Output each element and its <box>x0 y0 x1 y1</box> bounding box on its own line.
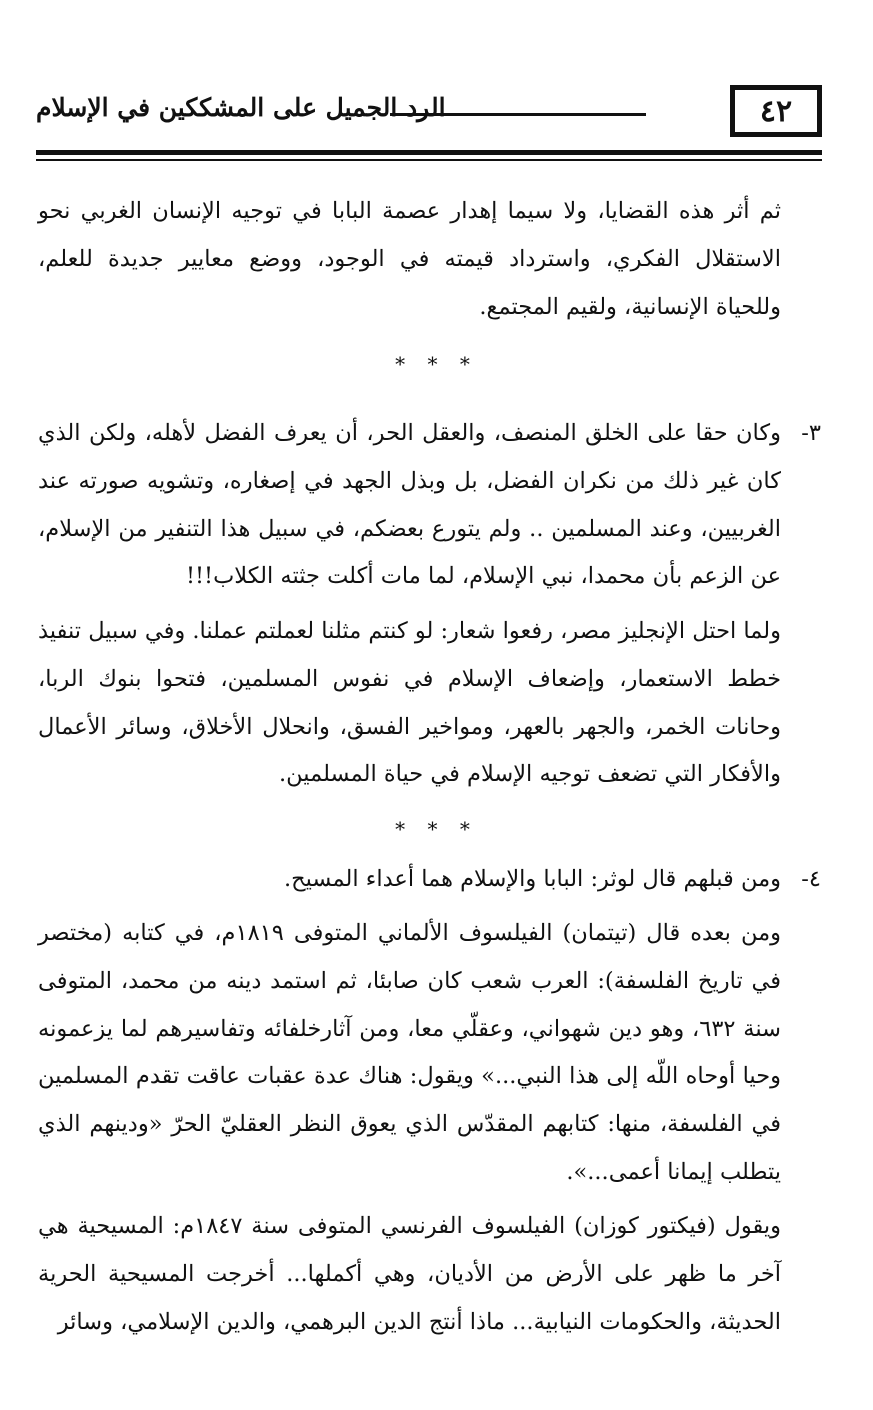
paragraph-6: ويقول (فيكتور كوزان) الفيلسوف الفرنسي المتوفى سنة ١٨٤٧م: المسيحية هي آخر ما ظهر على الأرض من الأديان، وهي أكملها... أخرجت المسيحية الحرية الحديثة، والحكومات النيابية... ماذا أنتج الدين البرهمي، والدين الإسلامي، وسائر <box>38 1213 781 1335</box>
running-title: الرد الجميل على المشككين في الإسلام <box>36 93 446 122</box>
page-header <box>36 85 822 141</box>
item-4-text: ومن قبلهم قال لوثر: البابا والإسلام هما أعداء المسيح. <box>283 866 781 892</box>
item-4-number: ٤- <box>801 866 821 892</box>
header-rule-thin <box>36 159 822 161</box>
header-rule-thick <box>36 150 822 155</box>
paragraph-3: ولما احتل الإنجليز مصر، رفعوا شعار: لو كنتم مثلنا لعملتم عملنا. وفي سبيل تنفيذ خطط الاستعمار، وإضعاف الإسلام في نفوس المسلمين، فتحوا بنوك الربا، وحانات الخمر، والجهر بالعهر، ومواخير الفسق، وانحلال الأخلاق، وسائر الأعمال والأفكار التي تضعف توجيه الإسلام في حياة المسلمين. <box>38 618 781 788</box>
paragraph-5: ومن بعده قال (تيتمان) الفيلسوف الألماني المتوفى ١٨١٩م، في كتابه (مختصر في تاريخ الفلسفة): العرب شعب كان صابئا، ثم استمد دينه من محمد، المتوفى سنة ٦٣٢، وهو دين شهواني، وعقلّي معا، ومن آثارخلفائه وتفاسيرهم لما يزعمونه وحيا أوحاه اللّه إلى هذا النبي...» ويقول: هناك عدة عقبات عاقت تقدم المسلمين في الفلسفة، منها: كتابهم المقدّس الذي يعوق النظر العقليّ الحرّ «ودينهم الذي يتطلب إيمانا أعمى...». <box>38 920 782 1185</box>
section-separator-1: * * * <box>395 352 478 376</box>
paragraph-1: ثم أثر هذه القضايا، ولا سيما إهدار عصمة البابا في توجيه الإنسان الغربي نحو الاستقلال الفكري، واسترداد قيمته في الوجود، ووضع معايير جديدة للعلم، وللحياة الإنسانية، ولقيم المجتمع. <box>38 198 781 320</box>
item-3-text: وكان حقا على الخلق المنصف، والعقل الحر، أن يعرف الفضل لأهله، ولكن الذي كان غير ذلك من نكران الفضل، بل وبذل الجهد في إصغاره، وتشويه صورته عند الغربيين، وعند المسلمين .. ولم يتورع بعضكم، في سبيل هذا التنفير من الإسلام، عن الزعم بأن محمدا، نبي الإسلام، لما مات أكلت جثته الكلاب!!! <box>38 420 781 590</box>
item-3-number: ٣- <box>801 420 821 446</box>
section-separator-2: * * * <box>395 817 478 841</box>
page-number-box <box>730 85 822 137</box>
page-number: ٤٢ <box>759 93 793 129</box>
